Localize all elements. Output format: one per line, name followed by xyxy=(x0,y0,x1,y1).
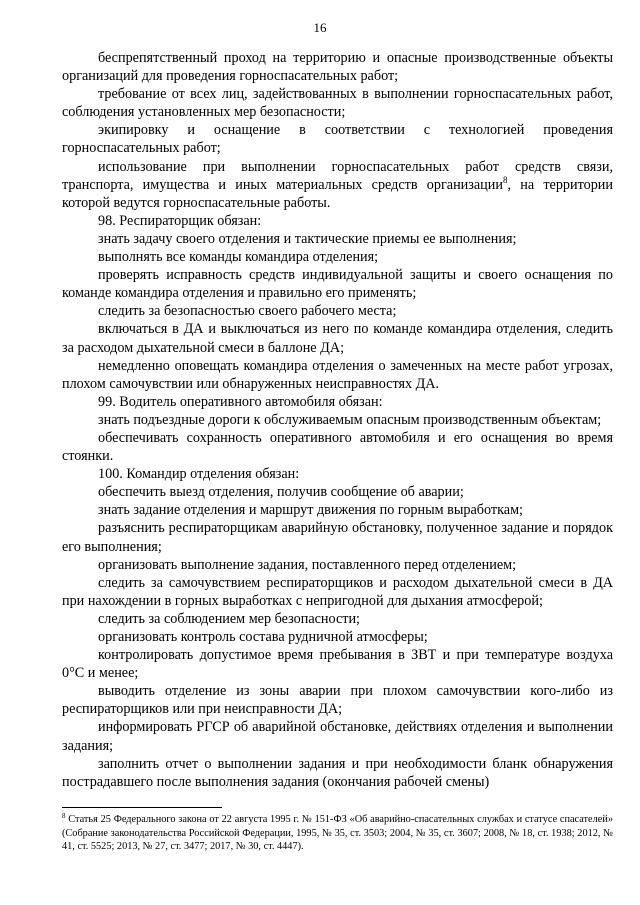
paragraph-text: использование при выполнении горноспасательных работ средств связи, транспорта, имущества и иных материальных средств организации xyxy=(62,158,613,193)
paragraph: разъяснить респираторщикам аварийную обстановку, полученное задание и порядок его выполнения; xyxy=(62,520,613,555)
footnote xyxy=(62,813,613,854)
paragraph: контролировать допустимое время пребывания в ЗВТ и при температуре воздуха 0°С и менее; xyxy=(62,647,613,682)
paragraph: выводить отделение из зоны аварии при плохом самочувствии кого-либо из респираторщиков или при неисправности ДА; xyxy=(62,683,613,718)
paragraph: знать задачу своего отделения и тактические приемы ее выполнения; xyxy=(98,230,517,247)
footnote-reference: 8 xyxy=(502,174,508,185)
paragraph: требование от всех лиц, задействованных в выполнении горноспасательных работ, соблюдения установленных мер безопасности; xyxy=(62,86,613,121)
section-heading-100: 100. Командир отделения обязан: xyxy=(98,466,300,483)
body-text xyxy=(62,49,613,791)
paragraph: беспрепятственный проход на территорию и опасные производственные объекты организаций для проведения горноспасательных работ; xyxy=(62,50,613,85)
paragraph: немедленно оповещать командира отделения о замеченных на месте работ угрозах, плохом самочувствии или обнаруженных неисправностях ДА. xyxy=(62,357,613,392)
section-heading-98: 98. Респираторщик обязан: xyxy=(98,212,262,229)
page-number: 16 xyxy=(313,20,327,35)
paragraph: обеспечить выезд отделения, получив сообщение об аварии; xyxy=(98,484,464,501)
paragraph: организовать выполнение задания, поставленного перед отделением; xyxy=(98,556,517,573)
footnote-text: Статья 25 Федерального закона от 22 августа 1995 г. № 151-ФЗ «Об аварийно-спасательных службах и статусе спасателей» (Собрание законодательства Российской Федерации, 1995, № 35, ст. 3503; 2004, № 35, ст. 3607; 2008, № 18, ст. 1938; 2012, № 41, ст. 5525; 2013, № 27, ст. 3477; 2017, № 30, ст. 4447). xyxy=(62,814,613,853)
paragraph: проверять исправность средств индивидуальной защиты и своего оснащения по команде командира отделения и правильно его применять; xyxy=(62,267,613,302)
paragraph: организовать контроль состава рудничной атмосферы; xyxy=(98,629,428,645)
paragraph: экипировку и оснащение в соответствии с технологией проведения горноспасательных работ; xyxy=(62,122,613,157)
paragraph: следить за безопасностью своего рабочего места; xyxy=(98,303,397,320)
paragraph: следить за соблюдением мер безопасности; xyxy=(98,610,360,627)
footnote-marker: 8 xyxy=(62,812,66,820)
paragraph-text: , на территории которой ведутся горноспасательные работы. xyxy=(62,176,613,211)
paragraph xyxy=(62,158,613,212)
paragraph: следить за самочувствием респираторщиков и расходом дыхательной смеси в ДА при нахождении в горных выработках с непригодной для дыхания атмосферой; xyxy=(62,574,613,609)
section-heading-99: 99. Водитель оперативного автомобиля обязан: xyxy=(98,393,383,410)
paragraph: информировать РГСР об аварийной обстановке, действиях отделения и выполнении задания; xyxy=(62,719,613,754)
footnote-divider xyxy=(62,807,222,808)
paragraph: включаться в ДА и выключаться из него по команде командира отделения, следить за расходом дыхательной смеси в баллоне ДА; xyxy=(62,321,613,356)
paragraph: заполнить отчет о выполнении задания и при необходимости бланк обнаружения пострадавшего после выполнения задания (окончания рабочей смены) xyxy=(62,755,613,790)
paragraph: выполнять все команды командира отделения; xyxy=(98,249,379,266)
paragraph: обеспечивать сохранность оперативного автомобиля и его оснащения во время стоянки. xyxy=(62,429,613,465)
paragraph: знать задание отделения и маршрут движения по горным выработкам; xyxy=(98,502,523,519)
paragraph: знать подъездные дороги к обслуживаемым опасным производственным объектам; xyxy=(98,411,602,428)
